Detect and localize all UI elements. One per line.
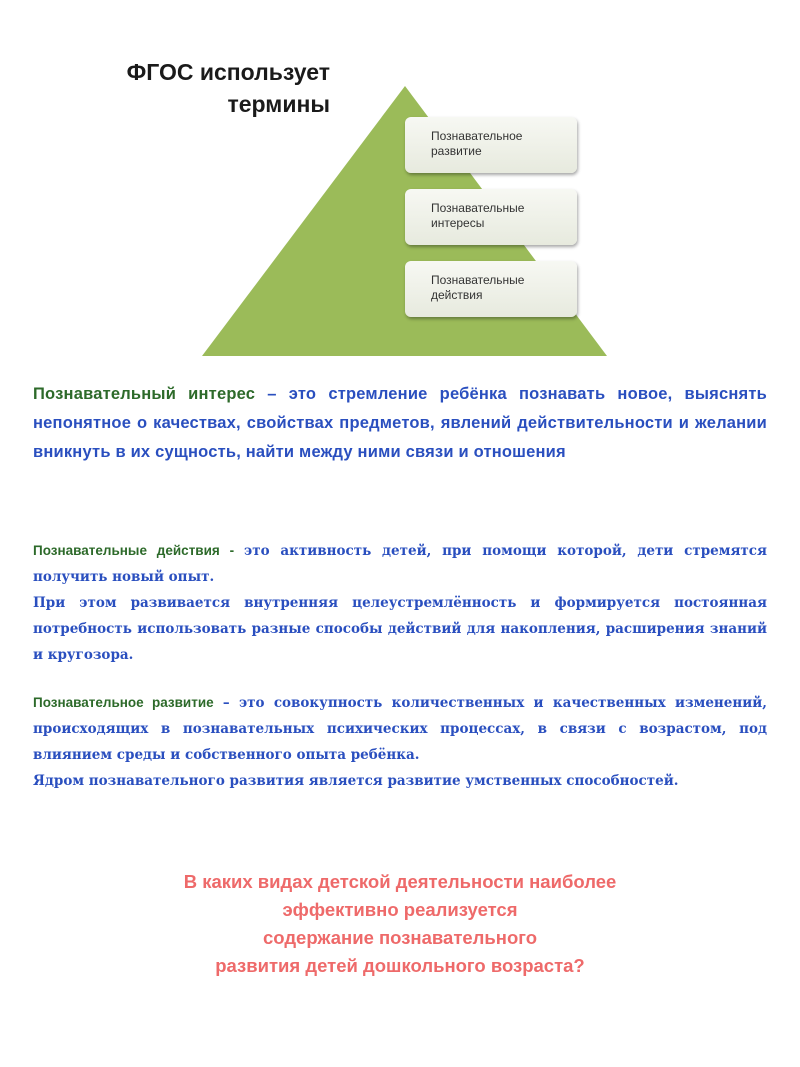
term-box-line: Познавательные (431, 273, 525, 287)
question-heading (100, 868, 700, 980)
term-box-interests (405, 189, 577, 245)
title-line: термины (227, 91, 330, 117)
term-box-actions (405, 261, 577, 317)
interest-definition-text: – это стремление ребёнка познавать новое, выяснять непонятное о качествах, свойствах предметов, явлений действительности и желании вникнуть в их сущность, найти между ними связи и отношения (33, 385, 767, 461)
term-box-line: Познавательные (431, 201, 525, 215)
term-box-development (405, 117, 577, 173)
question-line: эффективно реализуется (282, 899, 518, 920)
actions-term: Познавательные действия - (33, 543, 244, 558)
term-box-line: развитие (431, 144, 482, 158)
development-continuation: Ядром познавательного развития является развитие умственных способностей. (33, 773, 679, 789)
question-line: содержание познавательного (262, 927, 538, 948)
term-box-line: Познавательное (431, 129, 523, 143)
interest-definition (33, 380, 767, 467)
question-line: развития детей дошкольного возраста? (215, 955, 585, 976)
title-line: ФГОС использует (126, 59, 330, 85)
actions-definition (33, 538, 767, 668)
actions-continuation: При этом развивается внутренняя целеустремлённость и формируется постоянная потребность использовать разные способы действий для накопления, расширения знаний и кругозора. (33, 595, 767, 663)
term-box-line: действия (431, 288, 483, 302)
development-definition-text: – это совокупность количественных и качественных изменений, происходящих в познавательных психических процессах, в связи с возрастом, под влиянием среды и собственного опыта ребёнка. (33, 695, 767, 763)
development-term: Познавательное развитие (33, 695, 214, 710)
interest-term: Познавательный интерес (33, 385, 256, 403)
question-line: В каких видах детской деятельности наиболее (183, 871, 617, 892)
actions-definition-text: это активность детей, при помощи которой, дети стремятся получить новый опыт. (33, 543, 767, 585)
development-definition (33, 690, 767, 794)
term-box-line: интересы (431, 216, 485, 230)
